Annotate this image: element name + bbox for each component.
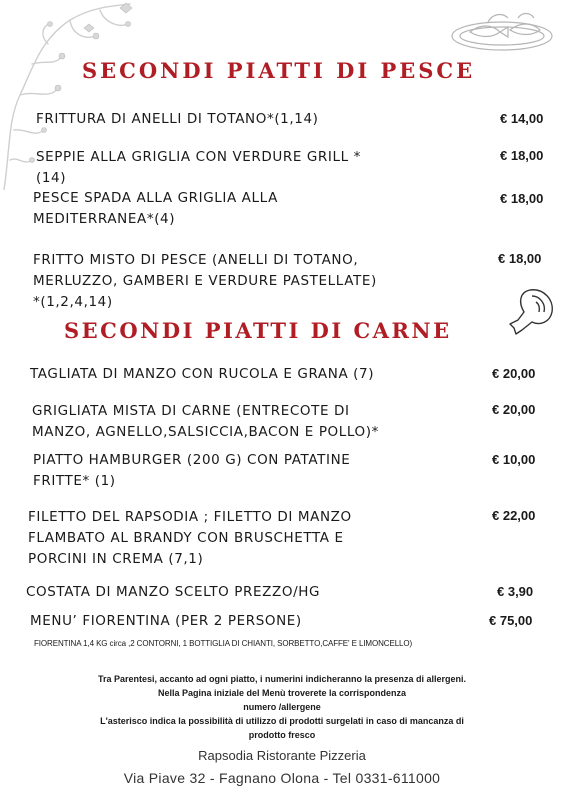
ham-leg-icon bbox=[508, 286, 556, 336]
menu-item-price: € 75,00 bbox=[489, 613, 533, 628]
menu-item-name: FRITTO MISTO DI PESCE (ANELLI DI TOTANO, MERLUZZO, GAMBERI E VERDURE PASTELLATE) *(1,2,4,14) bbox=[33, 252, 377, 310]
menu-item-name: PIATTO HAMBURGER (200 G) CON PATATINE FRITTE* (1) bbox=[33, 452, 351, 489]
note-line: Nella Pagina iniziale del Menù troverete la corrispondenza bbox=[157, 688, 407, 698]
fiorentina-note: FIORENTINA 1,4 KG circa ,2 CONTORNI, 1 BOTTIGLIA DI CHIANTI, SORBETTO,CAFFE' E LIMONCELLO) bbox=[34, 639, 413, 648]
menu-item-name: MENU’ FIORENTINA (PER 2 PERSONE) bbox=[30, 613, 302, 629]
menu-item-name: PESCE SPADA ALLA GRIGLIA ALLA MEDITERRANEA*(4) bbox=[33, 190, 278, 227]
allergen-notes bbox=[20, 672, 544, 742]
restaurant-address: Via Piave 32 - Fagnano Olona - Tel 0331-611000 bbox=[123, 770, 441, 786]
section-title-fish: SECONDI PIATTI DI PESCE bbox=[82, 58, 476, 83]
menu-item-price: € 18,00 bbox=[500, 191, 544, 206]
note-line: numero /allergene bbox=[243, 702, 321, 712]
note-line: prodotto fresco bbox=[248, 730, 316, 740]
menu-item-price: € 10,00 bbox=[492, 452, 536, 467]
menu-item-price: € 20,00 bbox=[492, 366, 536, 381]
menu-item-price: € 18,00 bbox=[498, 251, 542, 266]
menu-item-price: € 18,00 bbox=[500, 148, 544, 163]
note-line: L'asterisco indica la possibilità di utilizzo di prodotti surgelati in caso di mancanza di bbox=[100, 716, 464, 726]
menu-item-price: € 3,90 bbox=[497, 584, 534, 599]
menu-item-name: TAGLIATA DI MANZO CON RUCOLA E GRANA (7) bbox=[30, 366, 375, 382]
menu-item-price: € 22,00 bbox=[492, 508, 536, 523]
menu-item-name: COSTATA DI MANZO SCELTO PREZZO/HG bbox=[26, 584, 321, 600]
section-title-meat: SECONDI PIATTI DI CARNE bbox=[64, 318, 452, 343]
menu-item-name: FILETTO DEL RAPSODIA ; FILETTO DI MANZO FLAMBATO AL BRANDY CON BRUSCHETTA E PORCINI IN CREMA (7,1) bbox=[28, 509, 352, 567]
fish-platter-icon bbox=[448, 8, 556, 54]
note-line: Tra Parentesi, accanto ad ogni piatto, i numerini indicheranno la presenza di allergeni. bbox=[97, 674, 467, 684]
menu-item-price: € 14,00 bbox=[500, 111, 544, 126]
menu-item-name: GRIGLIATA MISTA DI CARNE (ENTRECOTE DI MANZO, AGNELLO,SALSICCIA,BACON E POLLO)* bbox=[32, 403, 379, 440]
menu-item-price: € 20,00 bbox=[492, 402, 536, 417]
menu-item-name: FRITTURA DI ANELLI DI TOTANO*(1,14) bbox=[36, 111, 319, 127]
restaurant-name: Rapsodia Ristorante Pizzeria bbox=[198, 748, 366, 763]
menu-item-name: SEPPIE ALLA GRIGLIA CON VERDURE GRILL * (14) bbox=[36, 149, 361, 186]
